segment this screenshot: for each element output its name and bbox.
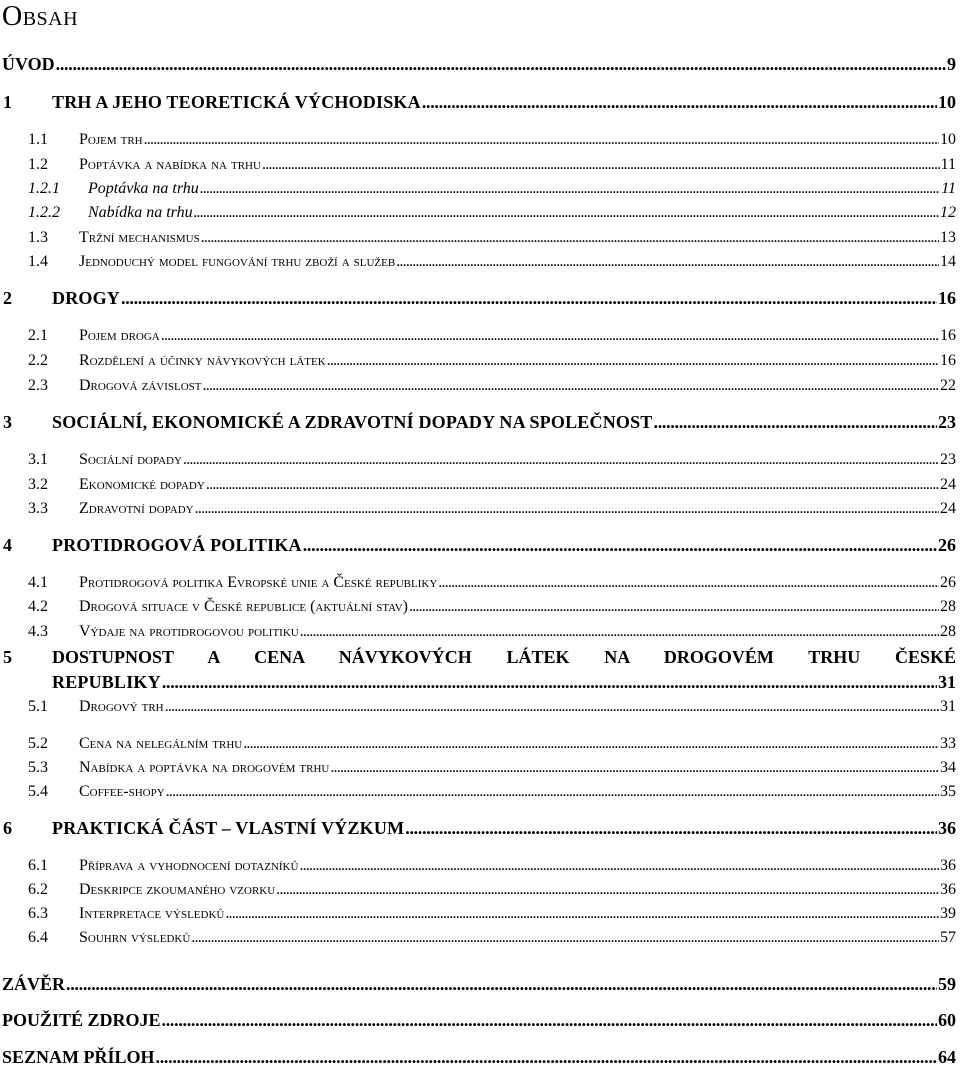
toc-entry-number: 3.2 [28,476,48,493]
dot-leader [183,450,939,469]
toc-entry-number: 5.3 [28,759,48,776]
toc-entry[interactable] [28,371,956,395]
toc-entry[interactable] [2,1043,956,1067]
toc-entry-title: Souhrn výsledků [79,929,191,946]
dot-leader [194,203,939,222]
toc-entry-page-number: 31 [938,672,956,692]
toc-entry-title: PRAKTICKÁ ČÁST – VLASTNÍ VÝZKUM [52,818,405,838]
toc-entry-title: POUŽITÉ ZDROJE [2,1010,161,1030]
toc-entry-page-number: 39 [940,905,956,922]
toc-entry[interactable] [28,899,956,923]
toc-entry[interactable] [28,125,956,149]
toc-entry-number: 3.3 [28,500,48,517]
toc-entry-title: Sociální dopady [79,451,182,468]
dot-leader [161,326,939,345]
toc-entry-title: Cena na nelegálním trhu [79,735,243,752]
dot-leader [162,673,937,692]
dot-leader [195,499,939,518]
toc-entry-page-number: 23 [940,451,956,468]
toc-entry-page-number: 34 [940,759,956,776]
dot-leader [330,758,939,777]
toc-entry[interactable] [2,1006,956,1030]
toc-entry[interactable] [52,668,956,692]
toc-entry[interactable] [2,970,956,994]
toc-entry-page-number: 9 [947,54,956,74]
toc-entry[interactable] [3,284,956,308]
toc-entry-heading-line [3,645,956,669]
toc-entry[interactable] [28,753,956,777]
toc-entry-number: 1.2.1 [28,180,60,197]
dot-leader [409,597,939,616]
toc-entry-number: 2.2 [28,352,48,369]
toc-entry-number: 1.1 [28,131,48,148]
toc-entry-number: 5.2 [28,735,48,752]
dot-leader [396,252,939,271]
toc-entry-title: Pojem trh [79,131,143,148]
toc-entry-title: TRH A JEHO TEORETICKÁ VÝCHODISKA [52,92,421,112]
toc-entry[interactable] [28,346,956,370]
dot-leader [156,1048,937,1067]
toc-entry-title: Ekonomické dopady [79,476,205,493]
toc-entry-page-number: 31 [940,698,956,715]
toc-entry-title: Pojem droga [79,327,160,344]
toc-entry-title: Příprava a vyhodnocení dotazníků [79,857,299,874]
toc-entry-title: Coffee-shopy [79,783,165,800]
toc-entry-number: 2.3 [28,377,48,394]
toc-entry-number: 1.4 [28,253,48,270]
toc-entry-number: 6.3 [28,905,48,922]
toc-entry[interactable] [28,777,956,801]
toc-entry-number: 6.2 [28,881,48,898]
toc-entry-number: 4.3 [28,623,48,640]
toc-entry-page-number: 36 [938,818,956,838]
toc-entry-page-number: 13 [940,229,956,246]
toc-entry-page-number: 28 [940,598,956,615]
toc-entry-number: 1.2.2 [28,204,60,221]
dot-leader [276,880,939,899]
toc-entry-title: PROTIDROGOVÁ POLITIKA [52,535,302,555]
toc-entry[interactable] [28,198,956,222]
toc-entry-page-number: 14 [940,253,956,270]
dot-leader [162,1011,937,1030]
toc-entry-page-number: 33 [940,735,956,752]
toc-entry-number: 4 [3,535,12,555]
toc-entry[interactable] [28,470,956,494]
dot-leader [243,734,939,753]
dot-leader [66,975,937,994]
toc-entry[interactable] [28,729,956,753]
dot-leader [56,55,946,74]
toc-entry-page-number: 10 [938,92,956,112]
toc-entry[interactable] [3,408,956,432]
toc-entry[interactable] [28,445,956,469]
toc-entry-page-number: 59 [938,974,956,994]
toc-entry-title: SEZNAM PŘÍLOH [2,1047,155,1067]
dot-leader [121,289,937,308]
dot-leader [654,413,937,432]
toc-entry[interactable] [28,494,956,518]
toc-entry-page-number: 35 [940,783,956,800]
toc-entry-title: Jednoduchý model fungování trhu zboží a služeb [79,253,396,270]
toc-entry[interactable] [3,531,956,555]
toc-entry-number: 5 [3,647,12,667]
dot-leader [206,475,939,494]
toc-entry-number: 6.1 [28,857,48,874]
toc-entry[interactable] [28,617,956,641]
toc-entry-title: DOSTUPNOST A CENA NÁVYKOVÝCH LÁTEK NA DROGOVÉM TRHU ČESKÉ [52,647,956,667]
toc-entry-number: 2 [3,288,12,308]
toc-entry-title: Drogový trh [79,698,164,715]
toc-entry-number: 2.1 [28,327,48,344]
toc-entry-page-number: 60 [938,1010,956,1030]
dot-leader [144,130,939,149]
toc-entry[interactable] [28,851,956,875]
toc-entry-title: SOCIÁLNÍ, EKONOMICKÉ A ZDRAVOTNÍ DOPADY NA SPOLEČNOST [52,412,653,432]
toc-entry-title: ÚVOD [2,54,55,74]
toc-entry-number: 5.4 [28,783,48,800]
toc-entry-number: 4.1 [28,574,48,591]
toc-entry-number: 1 [3,92,12,112]
toc-entry-page-number: 36 [940,857,956,874]
toc-entry-page-number: 12 [940,204,956,221]
toc-entry-title: Deskripce zkoumaného vzorku [79,881,276,898]
toc-entry-page-number: 11 [940,156,956,173]
toc-entry-number: 4.2 [28,598,48,615]
toc-entry[interactable] [28,247,956,271]
toc-entry-title: Rozdělení a účinky návykových látek [79,352,326,369]
dot-leader [201,228,939,247]
dot-leader [225,904,939,923]
dot-leader [165,697,939,716]
toc-entry-page-number: 22 [940,377,956,394]
dot-leader [327,351,939,370]
toc-entry-title-continued: REPUBLIKY [52,672,161,692]
toc-entry-page-number: 10 [940,131,956,148]
toc-entry[interactable] [3,814,956,838]
toc-entry-title: Poptávka na trhu [88,180,199,197]
toc-entry-title: Protidrogová politika Evropské unie a České republiky [79,574,438,591]
dot-leader [299,856,939,875]
toc-entry-page-number: 24 [940,500,956,517]
dot-leader [200,179,940,198]
dot-leader [166,782,939,801]
toc-entry[interactable] [28,223,956,247]
toc-entry-title: Tržní mechanismus [79,229,200,246]
toc-entry-title: Poptávka a nabídka na trhu [79,156,261,173]
toc-entry-title: Nabídka a poptávka na drogovém trhu [79,759,330,776]
dot-leader [303,536,937,555]
toc-entry[interactable] [28,174,956,198]
toc-entry[interactable] [28,592,956,616]
dot-leader [300,622,939,641]
toc-entry[interactable] [28,875,956,899]
dot-leader [438,573,939,592]
toc-entry-number: 6.4 [28,929,48,946]
toc-entry-title: Interpretace výsledků [79,905,225,922]
toc-entry[interactable] [2,50,956,74]
dot-leader [405,819,937,838]
toc-entry-page-number: 16 [940,352,956,369]
dot-leader [191,928,939,947]
toc-entry-title: DROGY [52,288,120,308]
toc-entry-number: 1.2 [28,156,48,173]
toc-entry[interactable] [28,150,956,174]
toc-entry-page-number: 23 [938,412,956,432]
toc-entry-page-number: 24 [940,476,956,493]
toc-entry-title: ZÁVĚR [2,974,66,994]
toc-entry-page-number: 16 [940,327,956,344]
toc-entry[interactable] [3,88,956,112]
toc-entry[interactable] [28,692,956,716]
toc-entry-number: 1.3 [28,229,48,246]
toc-entry-page-number: 26 [938,535,956,555]
toc-entry-page-number: 57 [940,929,956,946]
toc-entry-page-number: 36 [940,881,956,898]
toc-entry-page-number: 28 [940,623,956,640]
toc-entry-page-number: 26 [940,574,956,591]
toc-entry-title: Drogová závislost [79,377,202,394]
toc-entry-number: 6 [3,818,12,838]
toc-entry-page-number: 11 [941,180,956,197]
toc-entry-title: Drogová situace v České republice (aktuální stav) [79,598,408,615]
dot-leader [422,93,937,112]
toc-entry[interactable] [28,321,956,345]
toc-entry-title: Zdravotní dopady [79,500,194,517]
toc-entry-title: Nabídka na trhu [88,204,193,221]
toc-entry-page-number: 64 [938,1047,956,1067]
toc-entry-number: 3.1 [28,451,48,468]
toc-entry[interactable] [28,568,956,592]
toc-entry-page-number: 16 [938,288,956,308]
page-title: Obsah [2,1,79,32]
toc-entry-title: Výdaje na protidrogovou politiku [79,623,299,640]
toc-entry-number: 5.1 [28,698,48,715]
toc-entry-number: 3 [3,412,12,432]
dot-leader [262,155,940,174]
dot-leader [203,376,940,395]
toc-entry[interactable] [28,923,956,947]
